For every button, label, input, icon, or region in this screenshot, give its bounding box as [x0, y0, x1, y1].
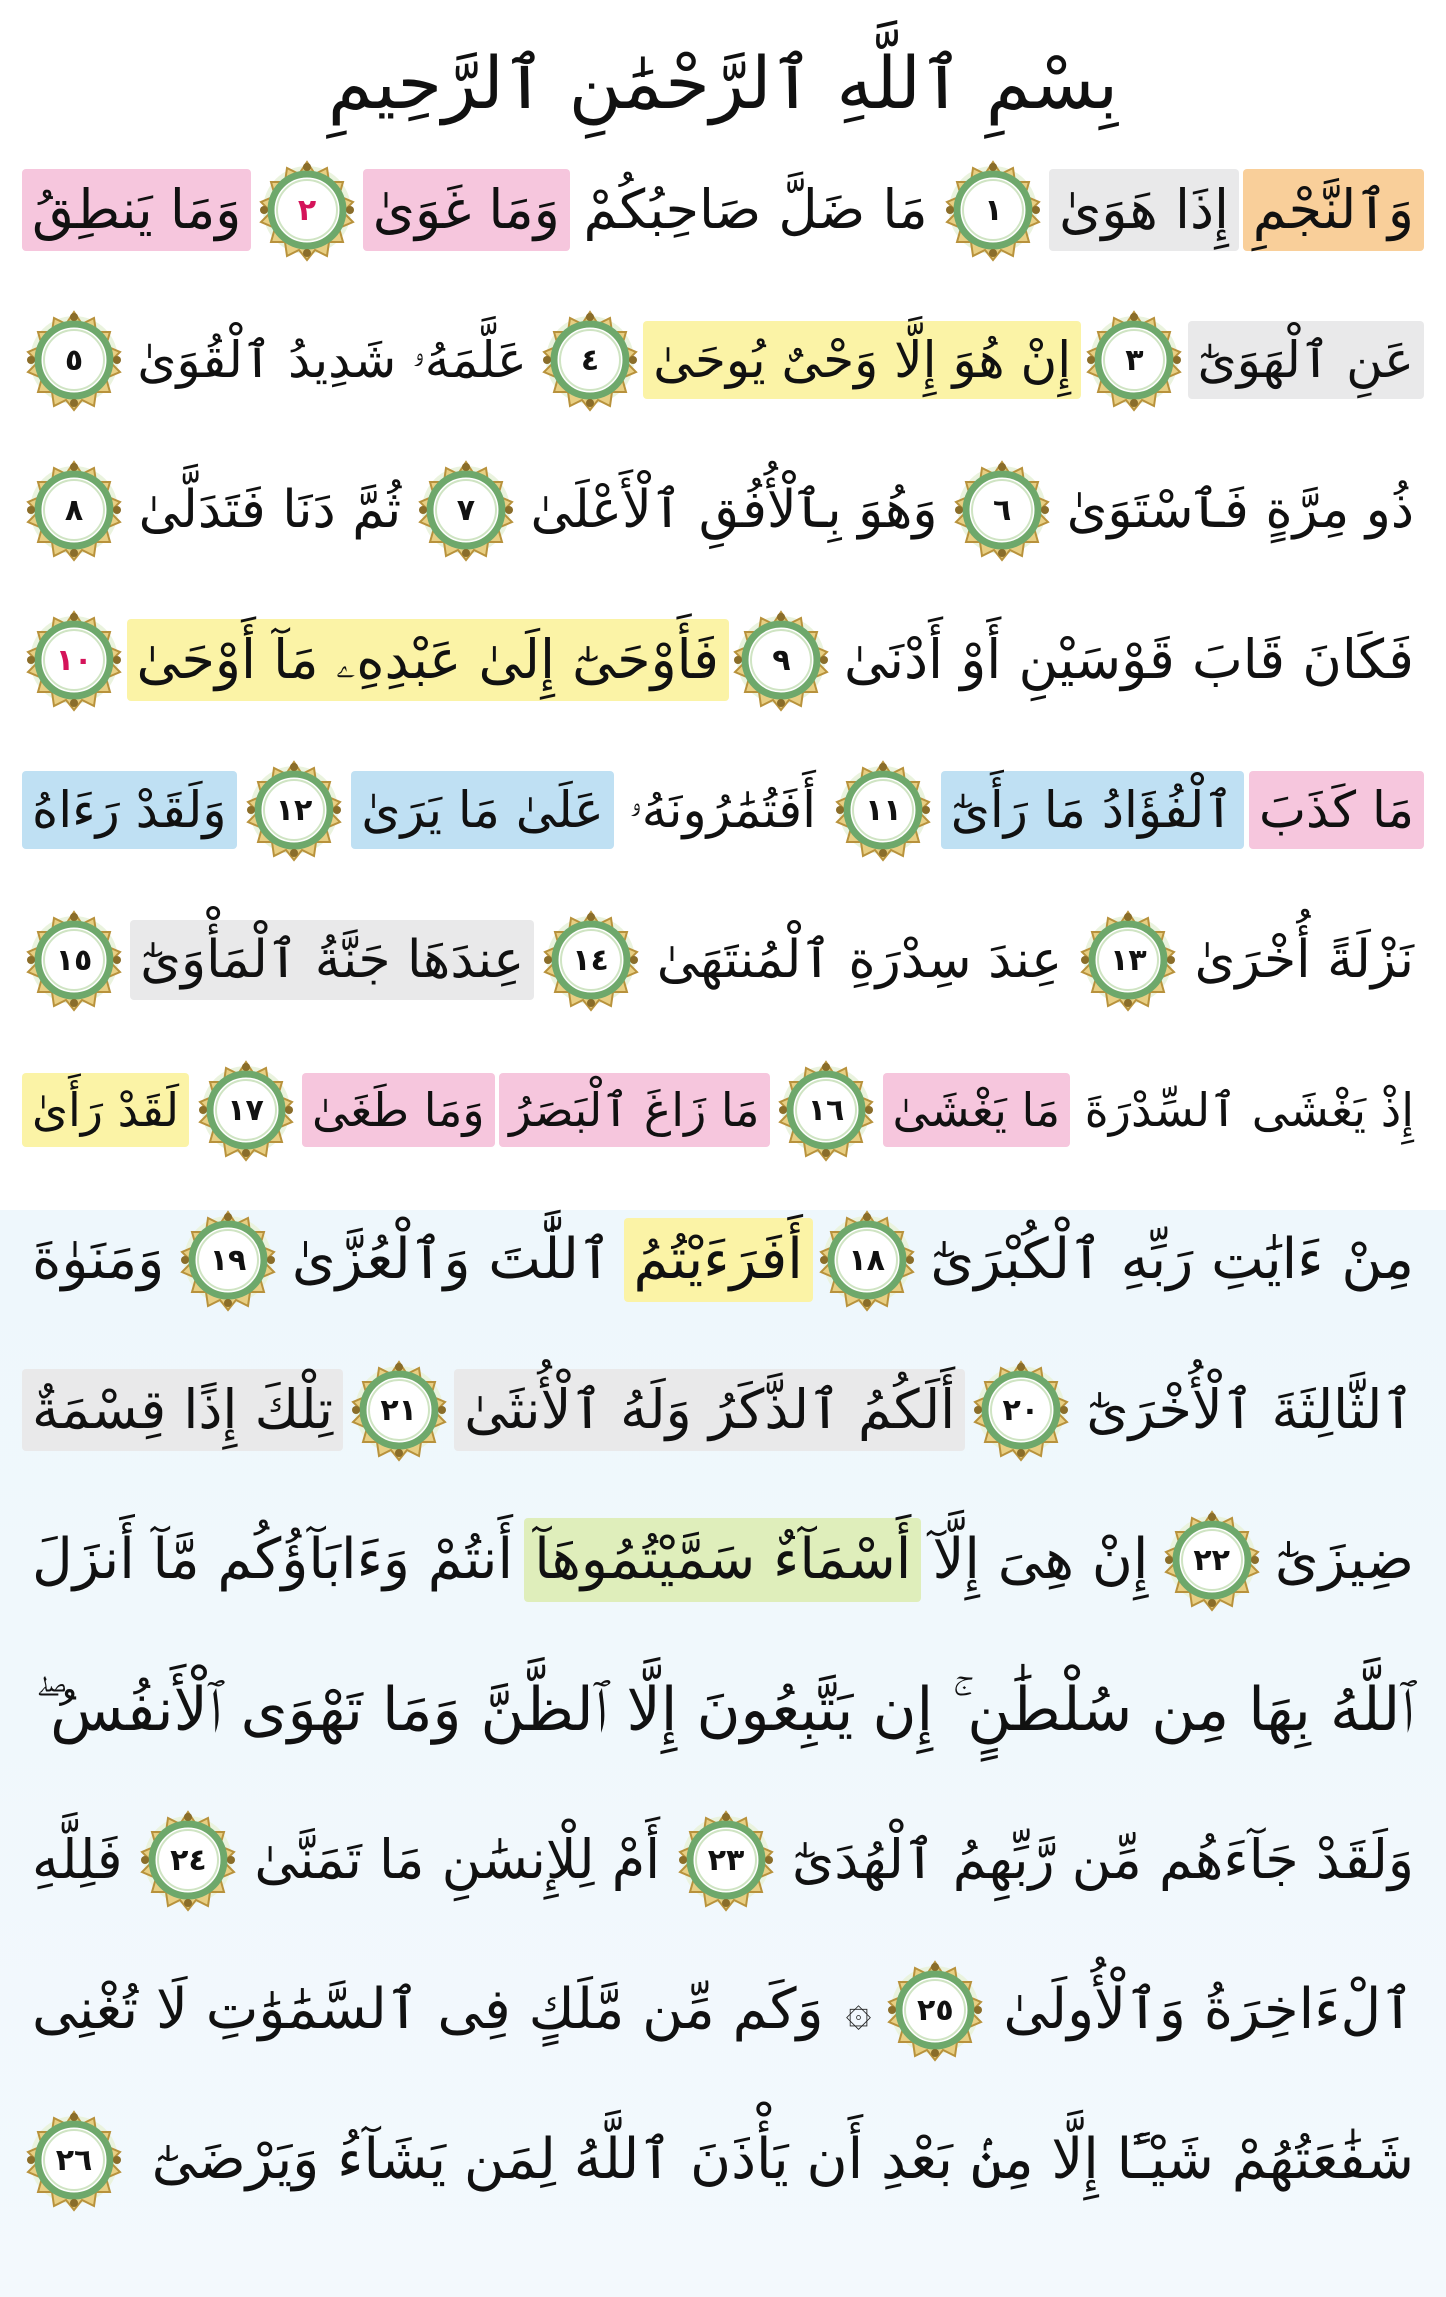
text-line	[22, 1640, 1424, 1780]
tajweed-highlighted-phrase: وَمَا يَنطِقُ	[22, 169, 251, 251]
verse-text: ضِيزَىٰٓ	[1274, 1527, 1414, 1592]
text-line	[22, 1190, 1424, 1330]
ayah-number-marker[interactable]	[815, 1208, 919, 1312]
verse-text: فَكَانَ قَابَ قَوْسَيْنِ أَوْ أَدْنَىٰ	[843, 628, 1414, 691]
verse-text: مَا ضَلَّ صَاحِبُكُمْ	[583, 178, 928, 241]
ayah-number: ٩	[772, 642, 791, 678]
tajweed-highlighted-phrase: أَفَرَءَيْتُمُ	[624, 1218, 813, 1302]
text-line	[22, 1340, 1424, 1480]
verse-text: مِنْ ءَايَٰتِ رَبِّهِ ٱلْكُبْرَىٰٓ	[930, 1227, 1414, 1292]
ayah-number-marker[interactable]	[22, 2108, 126, 2212]
ayah-number-marker[interactable]	[22, 308, 126, 412]
verse-text: ٱلْءَاخِرَةُ وَٱلْأُولَىٰ	[1003, 1977, 1414, 2042]
verse-text: نَزْلَةً أُخْرَىٰ	[1194, 930, 1414, 990]
ayah-number: ١١	[865, 792, 902, 828]
text-line	[22, 140, 1424, 280]
ayah-number: ١٣	[1110, 942, 1147, 978]
tajweed-highlighted-phrase: إِذَا هَوَىٰ	[1049, 169, 1239, 251]
ayah-number: ١٨	[848, 1242, 885, 1278]
verse-text: أَنتُمْ وَءَابَآؤُكُم مَّآ أَنزَلَ	[32, 1527, 514, 1592]
verse-text: إِذْ يَغْشَى ٱلسِّدْرَةَ	[1084, 1083, 1414, 1137]
tajweed-highlighted-phrase: مَا يَغْشَىٰ	[883, 1073, 1071, 1147]
ayah-number: ٢١	[380, 1392, 417, 1428]
ayah-number-marker[interactable]	[194, 1058, 298, 1162]
tajweed-highlighted-phrase: وَمَا غَوَىٰ	[363, 169, 570, 251]
text-line	[22, 590, 1424, 730]
ayah-number-marker[interactable]	[255, 158, 359, 262]
tajweed-highlighted-phrase: وَمَا طَغَىٰ	[302, 1073, 495, 1147]
text-line	[22, 890, 1424, 1030]
verse-text: ٱللَّهُ بِهَا مِن سُلْطَٰنٍ ۚ إِن يَتَّبِعُونَ إِلَّا ٱلظَّنَّ وَمَا تَهْوَى ٱلْأَنفُسُ ۖ	[35, 1675, 1414, 1745]
ayah-number-marker[interactable]	[538, 308, 642, 412]
ayah-number-marker[interactable]	[831, 758, 935, 862]
ayah-number-marker[interactable]	[883, 1958, 987, 2062]
verse-text: ٱللَّٰتَ وَٱلْعُزَّىٰ	[291, 1227, 612, 1292]
ayah-number: ٣	[1125, 342, 1144, 378]
text-line	[22, 740, 1424, 880]
rub-el-hizb-icon: ۞	[845, 1984, 872, 2036]
text-line	[22, 1790, 1424, 1930]
ayah-number-marker[interactable]	[22, 608, 126, 712]
ayah-number: ٦	[992, 492, 1012, 528]
ayah-number: ١٧	[227, 1092, 264, 1128]
tajweed-highlighted-phrase: فَأَوْحَىٰٓ إِلَىٰ عَبْدِهِۦ مَآ أَوْحَىٰ	[127, 619, 729, 701]
ayah-number: ٢٤	[170, 1842, 207, 1878]
ayah-number-marker[interactable]	[950, 458, 1054, 562]
ayah-number: ٢٥	[917, 1992, 954, 2028]
tajweed-highlighted-phrase: مَا كَذَبَ	[1249, 771, 1424, 849]
verse-text: ٱلثَّالِثَةَ ٱلْأُخْرَىٰٓ	[1086, 1378, 1414, 1441]
verse-text: وَهُوَ بِٱلْأُفُقِ ٱلْأَعْلَىٰ	[530, 480, 938, 540]
verse-text: شَفَٰعَتُهُمْ شَيْـًٔا إِلَّا مِنۢ بَعْدِ أَن يَأْذَنَ ٱللَّهُ لِمَن يَشَآءُ وَيَرْضَىٰٓ	[151, 2127, 1414, 2192]
ayah-number: ١٩	[209, 1242, 247, 1278]
ayah-number-marker[interactable]	[1160, 1508, 1264, 1612]
ayah-number-marker[interactable]	[414, 458, 518, 562]
ayah-number-marker[interactable]	[242, 758, 346, 862]
verse-text: ثُمَّ دَنَا فَتَدَلَّىٰ	[138, 480, 402, 540]
ayah-number: ١٤	[572, 942, 609, 978]
ayah-number: ٢٦	[55, 2142, 93, 2178]
text-line	[22, 440, 1424, 580]
ayah-number-marker[interactable]	[674, 1808, 778, 1912]
ayah-number-marker[interactable]	[774, 1058, 878, 1162]
ayah-number-marker[interactable]	[22, 458, 126, 562]
text-line	[22, 290, 1424, 430]
verse-text: عِندَ سِدْرَةِ ٱلْمُنتَهَىٰ	[656, 930, 1063, 990]
ayah-number-marker[interactable]	[347, 1358, 451, 1462]
ayah-number-marker[interactable]	[539, 908, 643, 1012]
verse-text: ذُو مِرَّةٍ فَٱسْتَوَىٰ	[1066, 480, 1414, 540]
tajweed-highlighted-phrase: عَنِ ٱلْهَوَىٰٓ	[1188, 321, 1424, 399]
verse-text: أَمْ لِلْإِنسَٰنِ مَا تَمَنَّىٰ	[254, 1828, 661, 1891]
ayah-number: ٤	[580, 342, 600, 378]
basmala: بِسْمِ ٱللَّهِ ٱلرَّحْمَٰنِ ٱلرَّحِيمِ	[327, 41, 1119, 125]
tajweed-highlighted-phrase: إِنْ هُوَ إِلَّا وَحْىٌ يُوحَىٰ	[643, 321, 1081, 399]
ayah-number: ٧	[456, 492, 476, 528]
ayah-number-marker[interactable]	[969, 1358, 1073, 1462]
ayah-number: ١٦	[807, 1092, 845, 1128]
tajweed-highlighted-phrase: وَٱلنَّجْمِ	[1243, 169, 1424, 251]
verse-text: أَفَتُمَٰرُونَهُۥ	[629, 781, 816, 839]
verse-text: وَمَنَوٰةَ	[32, 1227, 165, 1292]
ayah-number: ١	[984, 192, 1003, 228]
verse-text: وَلَقَدْ جَآءَهُم مِّن رَّبِّهِمُ ٱلْهُدَىٰٓ	[791, 1828, 1414, 1891]
ayah-number: ٢٣	[707, 1842, 745, 1878]
verse-text: إِنْ هِىَ إِلَّآ	[932, 1527, 1149, 1592]
text-line	[22, 1040, 1424, 1180]
ayah-number-marker[interactable]	[22, 908, 126, 1012]
text-line	[22, 2090, 1424, 2230]
ayah-number: ١٠	[55, 642, 93, 678]
ayah-number-marker[interactable]	[136, 1808, 240, 1912]
ayah-number: ٢	[297, 192, 317, 228]
ayah-number: ٢٢	[1193, 1542, 1230, 1578]
tajweed-highlighted-phrase: عِندَهَا جَنَّةُ ٱلْمَأْوَىٰٓ	[130, 920, 534, 1000]
ayah-number-marker[interactable]	[729, 608, 833, 712]
ayah-number: ١٢	[275, 792, 313, 828]
tajweed-highlighted-phrase: عَلَىٰ مَا يَرَىٰ	[351, 771, 614, 849]
ayah-number-marker[interactable]	[176, 1208, 280, 1312]
text-line	[22, 1940, 1424, 2080]
verse-text: وَكَم مِّن مَّلَكٍ فِى ٱلسَّمَٰوَٰتِ لَا تُغْنِى	[32, 1977, 824, 2042]
tajweed-highlighted-phrase: ٱلْفُؤَادُ مَا رَأَىٰٓ	[941, 771, 1244, 849]
tajweed-highlighted-phrase: أَسْمَآءٌ سَمَّيْتُمُوهَآ	[524, 1518, 921, 1602]
verse-text: عَلَّمَهُۥ شَدِيدُ ٱلْقُوَىٰ	[137, 331, 527, 389]
tajweed-highlighted-phrase: وَلَقَدْ رَءَاهُ	[22, 771, 237, 849]
ayah-number-marker[interactable]	[1076, 908, 1180, 1012]
tajweed-highlighted-phrase: أَلَكُمُ ٱلذَّكَرُ وَلَهُ ٱلْأُنثَىٰ	[454, 1369, 965, 1451]
ayah-number: ٥	[64, 342, 84, 378]
ayah-number: ١٥	[55, 942, 93, 978]
ayah-number-marker[interactable]	[1082, 308, 1186, 412]
tajweed-highlighted-phrase: لَقَدْ رَأَىٰ	[22, 1073, 189, 1147]
ayah-number: ٨	[64, 492, 84, 528]
ayah-number-marker[interactable]	[941, 158, 1045, 262]
verse-text: فَلِلَّهِ	[32, 1828, 123, 1891]
ayah-number: ٢٠	[1002, 1392, 1040, 1428]
tajweed-highlighted-phrase: مَا زَاغَ ٱلْبَصَرُ	[499, 1073, 769, 1147]
tajweed-highlighted-phrase: تِلْكَ إِذًا قِسْمَةٌ	[22, 1369, 343, 1451]
text-line	[22, 1490, 1424, 1630]
